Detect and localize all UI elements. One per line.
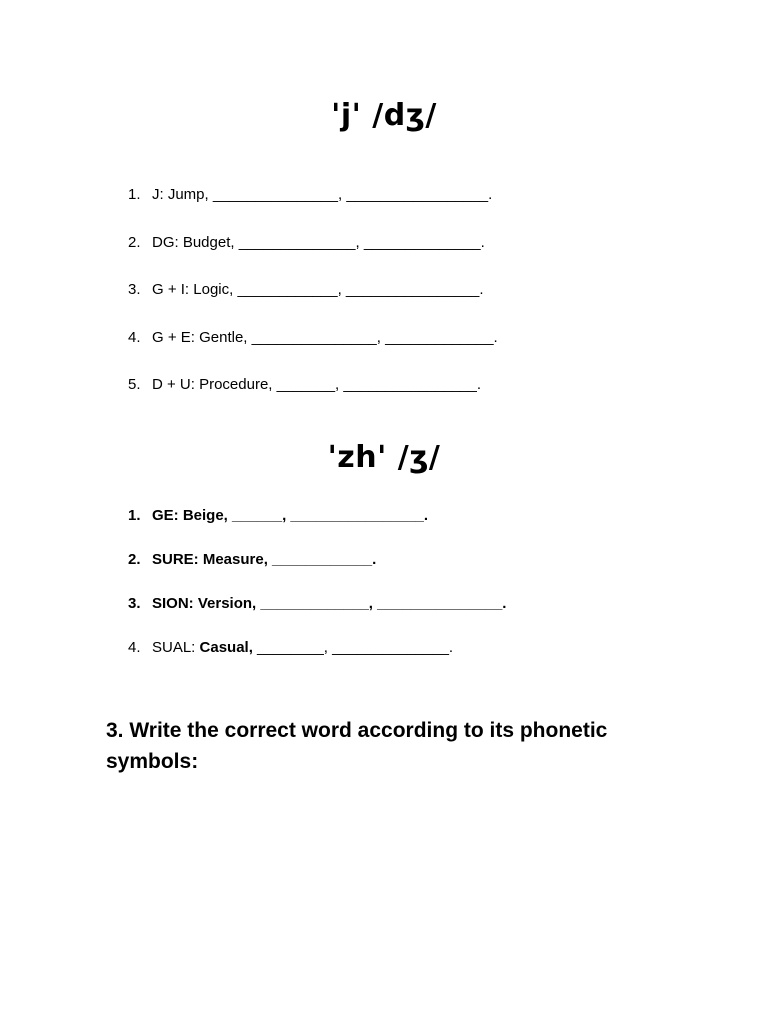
item-number: 3. [128,595,141,612]
item-number: 2. [128,551,141,568]
heading-j-sound: 'j' /dʒ/ [331,98,437,133]
section-3-title: 3. Write the correct word according to its phonetic symbols: [106,719,608,773]
list-item [128,281,688,299]
item-text: GE: Beige, ______, ________________. [152,507,429,524]
j-sound-list [128,186,688,424]
item-text: G + E: Gentle, _______________, _____________. [152,328,498,346]
item-bold-word: Casual, [199,639,253,656]
item-number: 5. [128,376,141,393]
list-item [128,234,688,252]
item-number: 3. [128,281,141,298]
zh-sound-list [128,507,688,683]
item-number: 1. [128,507,141,524]
list-item [128,376,688,394]
item-text: SION: Version, _____________, _______________. [152,595,507,612]
item-prefix: SUAL: [152,639,200,656]
list-item [128,595,688,613]
item-number: 2. [128,233,141,251]
item-number: 4. [128,328,141,346]
list-item [128,186,688,204]
item-number: 4. [128,639,141,656]
item-number: 1. [128,186,141,203]
heading-zh-sound: 'zh' /ʒ/ [327,440,441,475]
item-text: G + I: Logic, ____________, ________________. [152,281,484,298]
item-suffix: ________, ______________. [252,639,454,656]
item-text: D + U: Procedure, _______, ________________. [152,376,482,393]
list-item [128,507,688,525]
list-item [128,329,688,347]
item-text: J: Jump, _______________, _________________. [152,186,493,203]
item-text: DG: Budget, ______________, ______________. [152,233,485,251]
list-item [128,551,688,569]
item-text: SURE: Measure, ____________. [152,551,377,568]
list-item [128,639,688,657]
